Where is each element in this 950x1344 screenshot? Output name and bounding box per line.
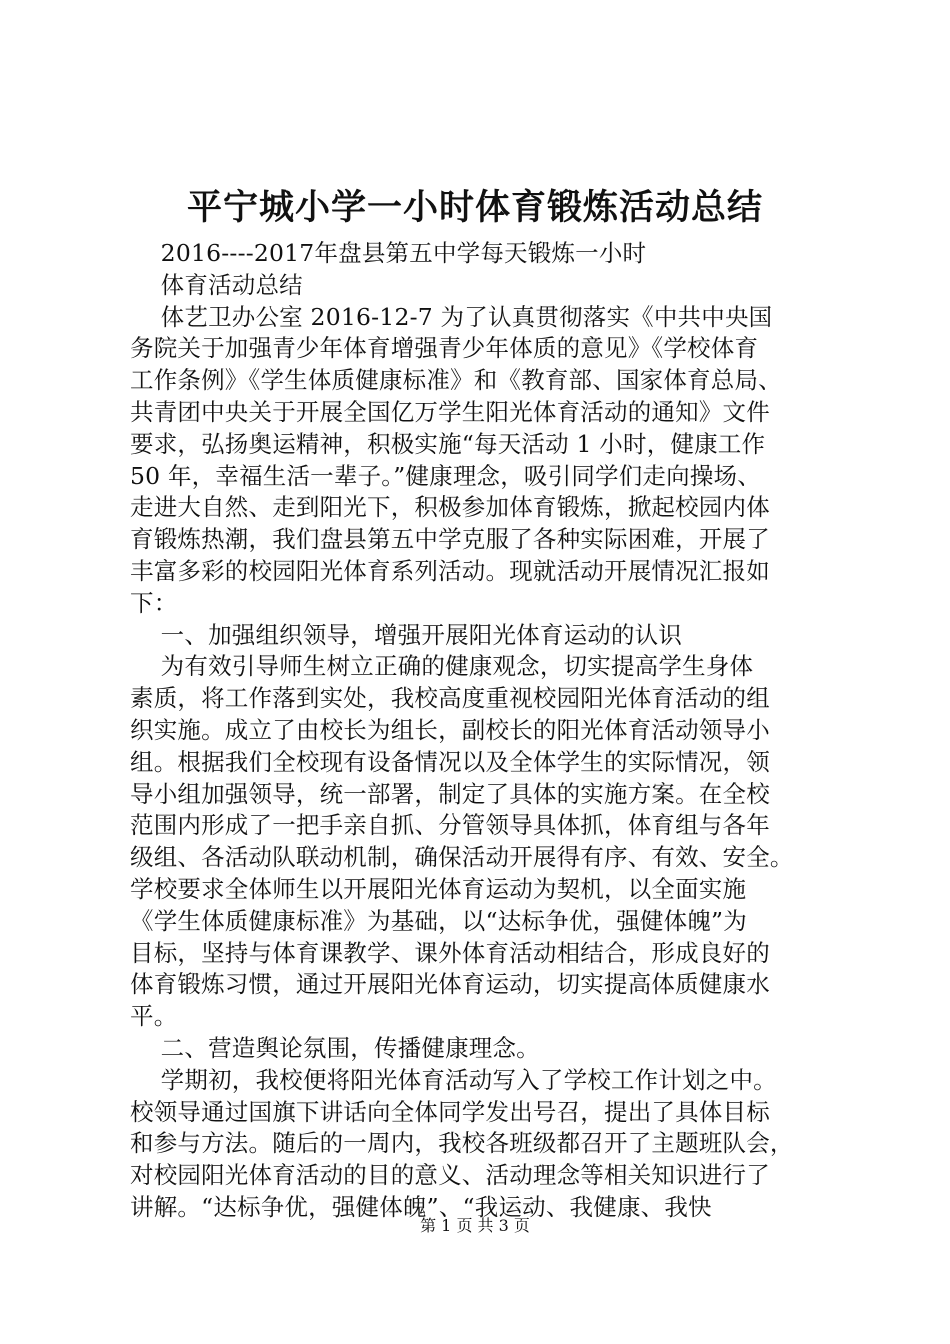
body-line: 校领导通过国旗下讲话向全体同学发出号召，提出了具体目标 [130, 1097, 770, 1126]
body-line: 级组、各活动队联动机制，确保活动开展得有序、有效、安全。 [130, 843, 794, 872]
body-line: 务院关于加强青少年体育增强青少年体质的意见》《学校体育 [130, 334, 759, 363]
body-line: 学期初，我校便将阳光体育活动写入了学校工作计划之中。 [130, 1065, 777, 1094]
body-line: 《学生体质健康标准》为基础，以“达标争优，强健体魄”为 [130, 906, 747, 935]
body-line: 共青团中央关于开展全国亿万学生阳光体育活动的通知》文件 [130, 397, 770, 426]
body-line: 织实施。成立了由校长为组长，副校长的阳光体育活动领导小 [130, 715, 770, 744]
body-line: 讲解。“达标争优，强健体魄”、“我运动、我健康、我快 [130, 1192, 712, 1221]
body-line: 走进大自然、走到阳光下，积极参加体育锻炼，掀起校园内体 [130, 493, 770, 522]
body-line: 一、加强组织领导，增强开展阳光体育运动的认识 [130, 620, 683, 649]
body-line: 体艺卫办公室 2016-12-7 为了认真贯彻落实《中共中央国 [130, 302, 773, 331]
body-line: 要求，弘扬奥运精神，积极实施“每天活动 1 小时，健康工作 [130, 429, 766, 458]
body-line: 体育锻炼习惯，通过开展阳光体育运动，切实提高体质健康水 [130, 970, 770, 999]
body-line: 下： [130, 588, 178, 617]
body-line: 平。 [130, 1002, 178, 1031]
body-line: 丰富多彩的校园阳光体育系列活动。现就活动开展情况汇报如 [130, 556, 770, 585]
body-line: 组。根据我们全校现有设备情况以及全体学生的实际情况，领 [130, 747, 770, 776]
body-line: 和参与方法。随后的一周内，我校各班级都召开了主题班队会， [130, 1129, 794, 1158]
body-line: 二、营造舆论氛围，传播健康理念。 [130, 1033, 540, 1062]
body-line: 工作条例》《学生体质健康标准》和《教育部、国家体育总局、 [130, 366, 782, 395]
body-line: 为有效引导师生树立正确的健康观念，切实提高学生身体 [130, 652, 754, 681]
body-line: 范围内形成了一把手亲自抓、分管领导具体抓，体育组与各年 [130, 811, 770, 840]
body-line: 50 年，幸福生活一辈子。”健康理念，吸引同学们走向操场、 [130, 461, 761, 490]
body-line: 体育活动总结 [130, 270, 303, 299]
body-line: 学校要求全体师生以开展阳光体育运动为契机，以全面实施 [130, 874, 747, 903]
body-line: 导小组加强领导，统一部署，制定了具体的实施方案。在全校 [130, 779, 770, 808]
document-body [130, 238, 835, 1224]
body-line: 育锻炼热潮，我们盘县第五中学克服了各种实际困难，开展了 [130, 525, 770, 554]
body-line: 2016----2017年盘县第五中学每天锻炼一小时 [130, 239, 647, 267]
body-line: 素质，将工作落到实处，我校高度重视校园阳光体育活动的组 [130, 684, 770, 713]
document-title: 平宁城小学一小时体育锻炼活动总结 [186, 187, 763, 228]
body-line: 目标，坚持与体育课教学、课外体育活动相结合，形成良好的 [130, 938, 770, 967]
page-footer: 第 1 页 共 3 页 [420, 1216, 530, 1235]
body-line: 对校园阳光体育活动的目的意义、活动理念等相关知识进行了 [130, 1161, 770, 1190]
